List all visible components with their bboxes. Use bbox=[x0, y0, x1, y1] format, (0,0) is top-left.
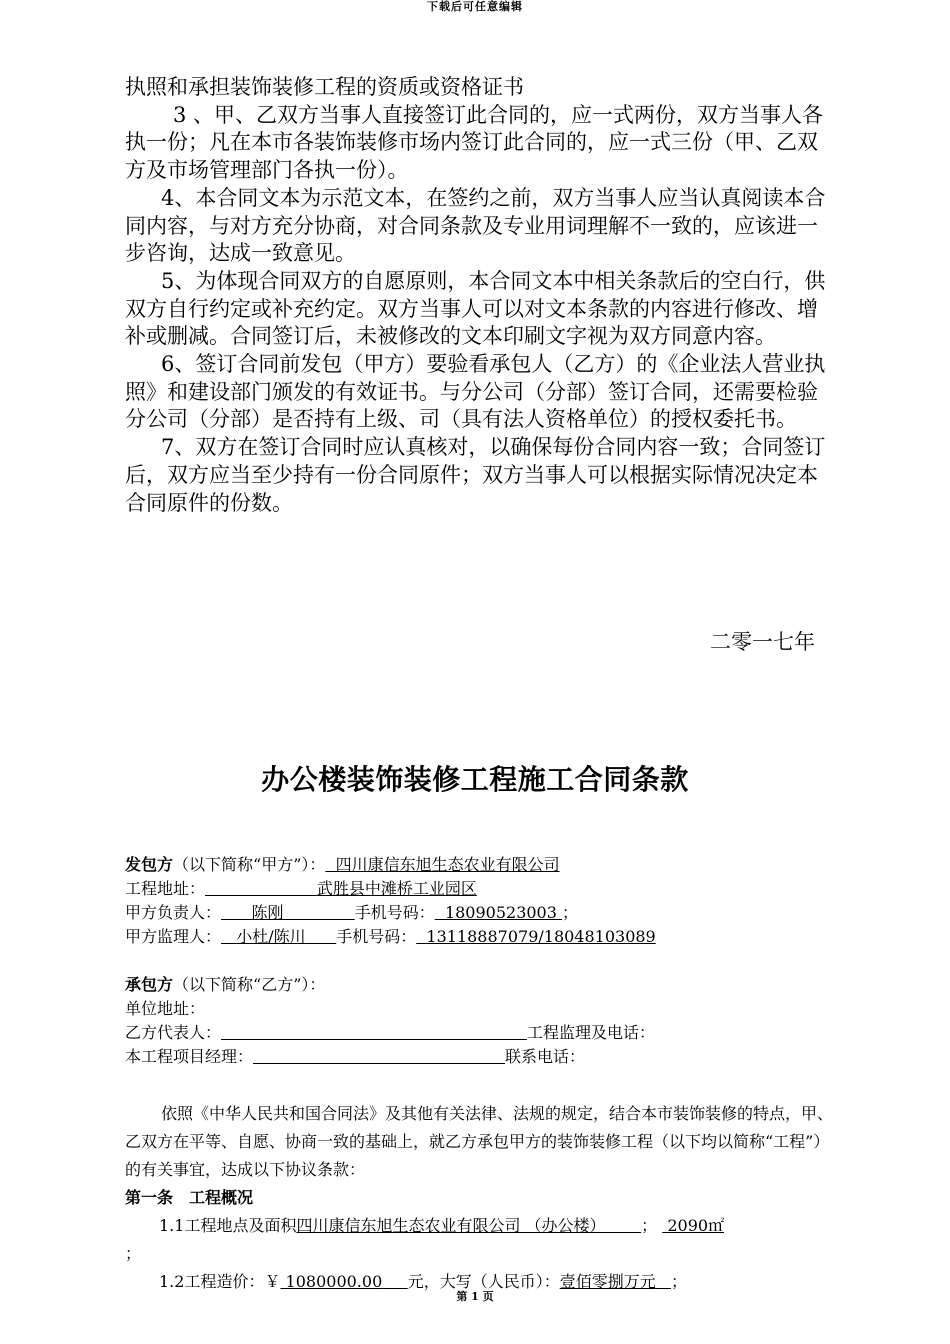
item-2-caps: 壹佰零捌万元 bbox=[559, 1272, 656, 1291]
party-a-label-suffix: （以下简称“甲方”）： bbox=[173, 855, 326, 874]
unit-address-label: 单位地址： bbox=[125, 999, 206, 1018]
manager-label: 本工程项目经理： bbox=[125, 1047, 254, 1066]
page-header-note: 下载后可任意编辑 bbox=[427, 0, 523, 13]
intro-line: 4、本合同文本为示范文本，在签约之前，双方当事人应当认真阅读本合同内容，与对方充分协商，对合同条款及专业用词理解不一致的，应该进一步咨询，达成一致意见。 bbox=[125, 185, 826, 266]
unit-address-row bbox=[125, 997, 837, 1021]
document-date: 二零一七年 bbox=[710, 630, 815, 654]
supervisor-name: 小杜/陈川 bbox=[236, 927, 306, 946]
item-1-value: 四川康信东旭生态农业有限公司 （办公楼） bbox=[296, 1216, 606, 1235]
intro-line: 6、签订合同前发包（甲方）要验看承包人（乙方）的《企业法人营业执照》和建设部门颁发的有效证书。与分公司（分部）签订合同，还需要检验分公司（分部）是否持有上级、司（具有法人资格单位）的授权委托书。 bbox=[125, 352, 826, 432]
address-row bbox=[125, 877, 837, 901]
manager-row bbox=[125, 1045, 837, 1069]
supervisor-label: 甲方监理人： bbox=[125, 927, 222, 946]
party-a-row bbox=[125, 853, 837, 877]
address-label: 工程地址： bbox=[125, 879, 206, 898]
article-1-item-1 bbox=[125, 1212, 837, 1240]
party-b-label: 承包方 bbox=[125, 975, 174, 994]
party-a-label: 发包方 bbox=[125, 855, 174, 874]
leader-phone-suffix: ； bbox=[562, 903, 579, 922]
intro-line: 执照和承担装饰装修工程的资质或资格证书 bbox=[125, 75, 524, 99]
item-2-unit: 元，大写（人民币）： bbox=[407, 1272, 560, 1291]
preamble: 依照《中华人民共和国合同法》及其他有关法律、法规的规定，结合本市装饰装修的特点，甲、乙双方在平等、自愿、协商一致的基础上，就乙方承包甲方的装饰装修工程（以下均以简称“工程”）的有关事宜，达成以下协议条款： bbox=[125, 1104, 834, 1179]
article-1-heading: 第一条 工程概况 bbox=[125, 1188, 254, 1207]
contract-body bbox=[125, 1100, 837, 1296]
item-1-sep: ； bbox=[641, 1216, 658, 1235]
intro-line: 5、为体现合同双方的自愿原则，本合同文本中相关条款后的空白行，供双方自行约定或补充约定。双方当事人可以对文本条款的内容进行修改、增补或删减。合同签订后，未被修改的文本印刷文字视为双方同意内容。 bbox=[125, 268, 826, 349]
party-b-label-suffix: （以下简称“乙方”）： bbox=[173, 975, 326, 994]
item-2-end: ； bbox=[670, 1272, 687, 1291]
item-1-end: ； bbox=[125, 1244, 142, 1263]
supervision-label: 工程监理及电话： bbox=[527, 1023, 656, 1042]
rep-label: 乙方代表人： bbox=[125, 1023, 222, 1042]
party-b-row bbox=[125, 973, 837, 997]
supervisor-phone: 13118887079/18048103089 bbox=[426, 927, 656, 946]
intro-line: 3 、甲、乙双方当事人直接签订此合同的，应一式两份，双方当事人各执一份；凡在本市各装饰装修市场内签订此合同的，应一式三份（甲、乙双方及市场管理部门各执一份）。 bbox=[125, 102, 824, 183]
contract-title: 办公楼装饰装修工程施工合同条款 bbox=[261, 763, 689, 796]
contact-label: 联系电话： bbox=[505, 1047, 586, 1066]
leader-phone: 18090523003 bbox=[444, 903, 557, 922]
item-1-area: 2090㎡ bbox=[667, 1216, 725, 1235]
rep-blank bbox=[221, 1023, 527, 1040]
manager-blank bbox=[253, 1047, 505, 1064]
party-info bbox=[125, 853, 837, 1069]
item-1-label: 1.1工程地点及面积 bbox=[159, 1216, 297, 1235]
leader-label: 甲方负责人： bbox=[125, 903, 222, 922]
intro-notes bbox=[125, 74, 837, 517]
leader-row bbox=[125, 901, 837, 925]
party-a-name: 四川康信东旭生态农业有限公司 bbox=[335, 855, 560, 874]
page-number: 第 1 页 bbox=[456, 1290, 494, 1303]
project-address: 武胜县中滩桥工业园区 bbox=[316, 879, 477, 898]
rep-row bbox=[125, 1021, 837, 1045]
intro-line: 7、双方在签订合同时应认真核对，以确保每份合同内容一致；合同签订后，双方应当至少持有一份合同原件；双方当事人可以根据实际情况决定本合同原件的份数。 bbox=[125, 435, 826, 515]
item-2-value: 1080000.00 bbox=[285, 1272, 383, 1291]
phone-label: 手机号码： bbox=[354, 903, 435, 922]
leader-name: 陈刚 bbox=[251, 903, 284, 922]
supervisor-row bbox=[125, 925, 837, 949]
phone-label: 手机号码： bbox=[336, 927, 417, 946]
item-2-label: 1.2工程造价：￥ bbox=[159, 1272, 281, 1291]
